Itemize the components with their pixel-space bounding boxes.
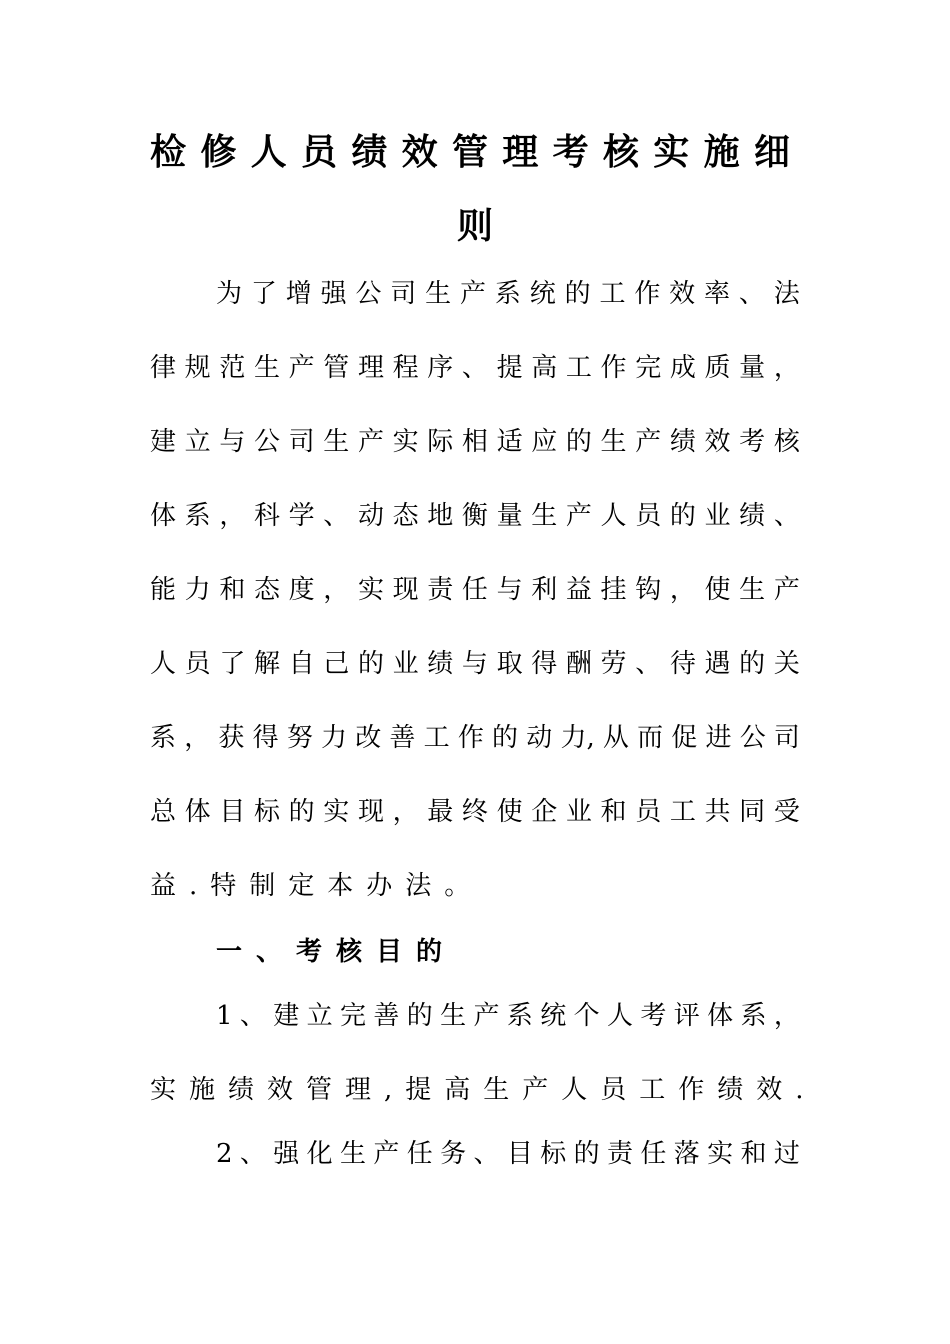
glyph: 生	[425, 279, 452, 309]
glyph: 检	[150, 131, 187, 173]
glyph: 目	[219, 797, 246, 827]
glyph: 范	[219, 353, 246, 383]
glyph: 动	[357, 501, 384, 531]
glyph: 实	[707, 1139, 734, 1169]
glyph: 善	[389, 723, 416, 753]
glyph: 员	[300, 131, 337, 173]
glyph: 为	[216, 279, 243, 309]
glyph: 细	[753, 131, 790, 173]
glyph: 评	[673, 1001, 700, 1031]
glyph: 进	[705, 723, 732, 753]
glyph: 人	[150, 649, 177, 679]
glyph: 程	[392, 353, 419, 383]
glyph: 促	[671, 723, 698, 753]
glyph: 系	[740, 1001, 767, 1031]
glyph: 的	[565, 427, 592, 457]
glyph: 力	[321, 723, 348, 753]
glyph: 受	[773, 797, 800, 827]
glyph: 态	[253, 575, 280, 605]
glyph: 生	[253, 353, 280, 383]
glyph: 责	[427, 575, 454, 605]
glyph: 使	[496, 797, 523, 827]
glyph: 产	[473, 1001, 500, 1031]
paragraph-line	[216, 277, 800, 311]
glyph: 系	[150, 723, 177, 753]
glyph: ，	[184, 723, 211, 753]
paragraph-line	[150, 425, 800, 459]
glyph: 与	[496, 575, 523, 605]
glyph: 、	[461, 353, 488, 383]
glyph: 衡	[461, 501, 488, 531]
glyph: 待	[669, 649, 696, 679]
glyph: 最	[427, 797, 454, 827]
glyph: 科	[253, 501, 280, 531]
glyph: 和	[740, 1139, 767, 1169]
glyph: 解	[253, 649, 280, 679]
glyph: 成	[669, 353, 696, 383]
glyph: 系	[494, 279, 521, 309]
glyph: 了	[219, 649, 246, 679]
glyph: 的	[669, 501, 696, 531]
glyph: 完	[340, 1001, 367, 1031]
glyph: 劳	[600, 649, 627, 679]
glyph: 考	[640, 1001, 667, 1031]
glyph: 企	[531, 797, 558, 827]
glyph: ，	[669, 575, 696, 605]
glyph: 的	[288, 797, 315, 827]
glyph: 与	[219, 427, 246, 457]
document-title-line-2: 则	[456, 205, 493, 247]
glyph: 益	[565, 575, 592, 605]
glyph: 司	[390, 279, 417, 309]
paragraph-line-last: 益.特制定本办法。	[150, 871, 484, 901]
glyph: 力,	[560, 723, 595, 753]
glyph: 体	[707, 1001, 734, 1031]
glyph: 理	[357, 353, 384, 383]
glyph: 化	[306, 1139, 333, 1169]
glyph: 地	[427, 501, 454, 531]
glyph: 同	[739, 797, 766, 827]
glyph: 从	[602, 723, 629, 753]
glyph: 业	[704, 501, 731, 531]
glyph: 己	[323, 649, 350, 679]
glyph: 而	[637, 723, 664, 753]
glyph: 效	[669, 279, 696, 309]
glyph: 考	[739, 427, 766, 457]
paragraph-line	[150, 721, 800, 755]
glyph: 过	[773, 1139, 800, 1169]
glyph: 个	[573, 1001, 600, 1031]
paragraph-line	[150, 573, 800, 607]
glyph: ，	[773, 1001, 800, 1031]
glyph: 、	[773, 501, 800, 531]
glyph: 员	[635, 501, 662, 531]
glyph: ，	[323, 575, 350, 605]
glyph: 标	[540, 1139, 567, 1169]
glyph: 学	[288, 501, 315, 531]
glyph: 统	[529, 279, 556, 309]
glyph: 建	[150, 427, 177, 457]
glyph: 理	[502, 131, 539, 173]
glyph: 完	[635, 353, 662, 383]
glyph: 实	[357, 575, 384, 605]
glyph: 绩	[427, 649, 454, 679]
glyph: ，	[392, 797, 419, 827]
glyph: 考	[552, 131, 589, 173]
glyph: 作	[634, 279, 661, 309]
glyph: 的	[739, 649, 766, 679]
glyph: 酬	[565, 649, 592, 679]
glyph: 量	[496, 501, 523, 531]
glyph: 员	[184, 649, 211, 679]
glyph: 度	[288, 575, 315, 605]
glyph: ，	[773, 353, 800, 383]
glyph: 生	[739, 575, 766, 605]
glyph: 利	[531, 575, 558, 605]
glyph: 相	[461, 427, 488, 457]
glyph: 2	[216, 1139, 233, 1169]
glyph: 生	[323, 427, 350, 457]
glyph: 核	[602, 131, 639, 173]
glyph: 实	[323, 797, 350, 827]
glyph: 建	[273, 1001, 300, 1031]
glyph: 、	[239, 1139, 266, 1169]
glyph: 态	[392, 501, 419, 531]
glyph: 率	[704, 279, 731, 309]
glyph: 质	[704, 353, 731, 383]
glyph: 、	[323, 501, 350, 531]
glyph: 目	[506, 1139, 533, 1169]
glyph: 强	[320, 279, 347, 309]
glyph: 钩	[635, 575, 662, 605]
glyph: 实	[653, 131, 690, 173]
glyph: 落	[673, 1139, 700, 1169]
glyph: 善	[373, 1001, 400, 1031]
glyph: 、	[635, 649, 662, 679]
section-heading: 一、考核目的	[216, 937, 457, 967]
glyph: 自	[288, 649, 315, 679]
glyph: 司	[288, 427, 315, 457]
glyph: 强	[273, 1139, 300, 1169]
glyph: 产	[357, 427, 384, 457]
glyph: 1	[216, 1001, 233, 1031]
glyph: 统	[540, 1001, 567, 1031]
glyph: 产	[565, 501, 592, 531]
list-item-line	[216, 999, 800, 1033]
glyph: 工	[669, 797, 696, 827]
glyph: 法	[773, 279, 800, 309]
glyph: 任	[406, 1139, 433, 1169]
glyph: 体	[150, 501, 177, 531]
paragraph-line	[150, 499, 800, 533]
glyph: 得	[252, 723, 279, 753]
glyph: 生	[531, 501, 558, 531]
glyph: 遇	[704, 649, 731, 679]
glyph: ，	[219, 501, 246, 531]
glyph: 生	[440, 1001, 467, 1031]
glyph: 的	[406, 1001, 433, 1031]
glyph: 立	[306, 1001, 333, 1031]
glyph: 公	[355, 279, 382, 309]
glyph: 作	[457, 723, 484, 753]
glyph: 得	[531, 649, 558, 679]
glyph: 高	[531, 353, 558, 383]
glyph: 和	[600, 797, 627, 827]
glyph: 系	[184, 501, 211, 531]
glyph: 责	[607, 1139, 634, 1169]
glyph: 生	[600, 427, 627, 457]
glyph: 绩	[669, 427, 696, 457]
glyph: 总	[150, 797, 177, 827]
glyph: 、	[239, 1001, 266, 1031]
glyph: 生	[340, 1139, 367, 1169]
glyph: 获	[218, 723, 245, 753]
glyph: 效	[401, 131, 438, 173]
glyph: 效	[704, 427, 731, 457]
glyph: 公	[739, 723, 766, 753]
paragraph-line	[150, 351, 800, 385]
glyph: 适	[496, 427, 523, 457]
glyph: 增	[285, 279, 312, 309]
glyph: 工	[599, 279, 626, 309]
list-item-line	[216, 1137, 800, 1171]
glyph: 任	[640, 1139, 667, 1169]
glyph: 业	[565, 797, 592, 827]
glyph: 系	[506, 1001, 533, 1031]
glyph: 产	[288, 353, 315, 383]
glyph: 绩	[739, 501, 766, 531]
glyph: 了	[250, 279, 277, 309]
glyph: 取	[496, 649, 523, 679]
glyph: 际	[427, 427, 454, 457]
glyph: 施	[703, 131, 740, 173]
glyph: 量	[739, 353, 766, 383]
glyph: 、	[738, 279, 765, 309]
glyph: 体	[184, 797, 211, 827]
glyph: 现	[357, 797, 384, 827]
glyph: 力	[184, 575, 211, 605]
glyph: 努	[286, 723, 313, 753]
glyph: 员	[635, 797, 662, 827]
glyph: 工	[565, 353, 592, 383]
glyph: 管	[323, 353, 350, 383]
glyph: 管	[451, 131, 488, 173]
glyph: 标	[253, 797, 280, 827]
glyph: 立	[184, 427, 211, 457]
glyph: 的	[573, 1139, 600, 1169]
glyph: 实	[392, 427, 419, 457]
glyph: 人	[600, 501, 627, 531]
glyph: 关	[773, 649, 800, 679]
glyph: 产	[373, 1139, 400, 1169]
glyph: 共	[704, 797, 731, 827]
list-item-line: 实施绩效管理,提高生产人员工作绩效.	[150, 1075, 817, 1105]
glyph: 应	[531, 427, 558, 457]
glyph: 能	[150, 575, 177, 605]
paragraph-line	[150, 795, 800, 829]
glyph: 产	[635, 427, 662, 457]
glyph: 与	[461, 649, 488, 679]
glyph: 公	[253, 427, 280, 457]
glyph: 业	[392, 649, 419, 679]
glyph: 提	[496, 353, 523, 383]
glyph: 任	[461, 575, 488, 605]
glyph: 司	[773, 723, 800, 753]
glyph: 绩	[351, 131, 388, 173]
glyph: 、	[473, 1139, 500, 1169]
glyph: 律	[150, 353, 177, 383]
glyph: 核	[773, 427, 800, 457]
glyph: 的	[357, 649, 384, 679]
glyph: 改	[355, 723, 382, 753]
glyph: 人	[250, 131, 287, 173]
glyph: 使	[704, 575, 731, 605]
glyph: 人	[607, 1001, 634, 1031]
glyph: 挂	[600, 575, 627, 605]
glyph: 和	[219, 575, 246, 605]
glyph: 的	[564, 279, 591, 309]
glyph: 作	[600, 353, 627, 383]
glyph: 动	[526, 723, 553, 753]
glyph: 现	[392, 575, 419, 605]
glyph: 规	[184, 353, 211, 383]
glyph: 序	[427, 353, 454, 383]
glyph: 修	[200, 131, 237, 173]
glyph: 产	[460, 279, 487, 309]
glyph: 终	[461, 797, 488, 827]
glyph: 工	[423, 723, 450, 753]
glyph: 的	[492, 723, 519, 753]
paragraph-line	[150, 647, 800, 681]
document-title-line-1	[150, 130, 790, 174]
glyph: 产	[773, 575, 800, 605]
glyph: 务	[440, 1139, 467, 1169]
